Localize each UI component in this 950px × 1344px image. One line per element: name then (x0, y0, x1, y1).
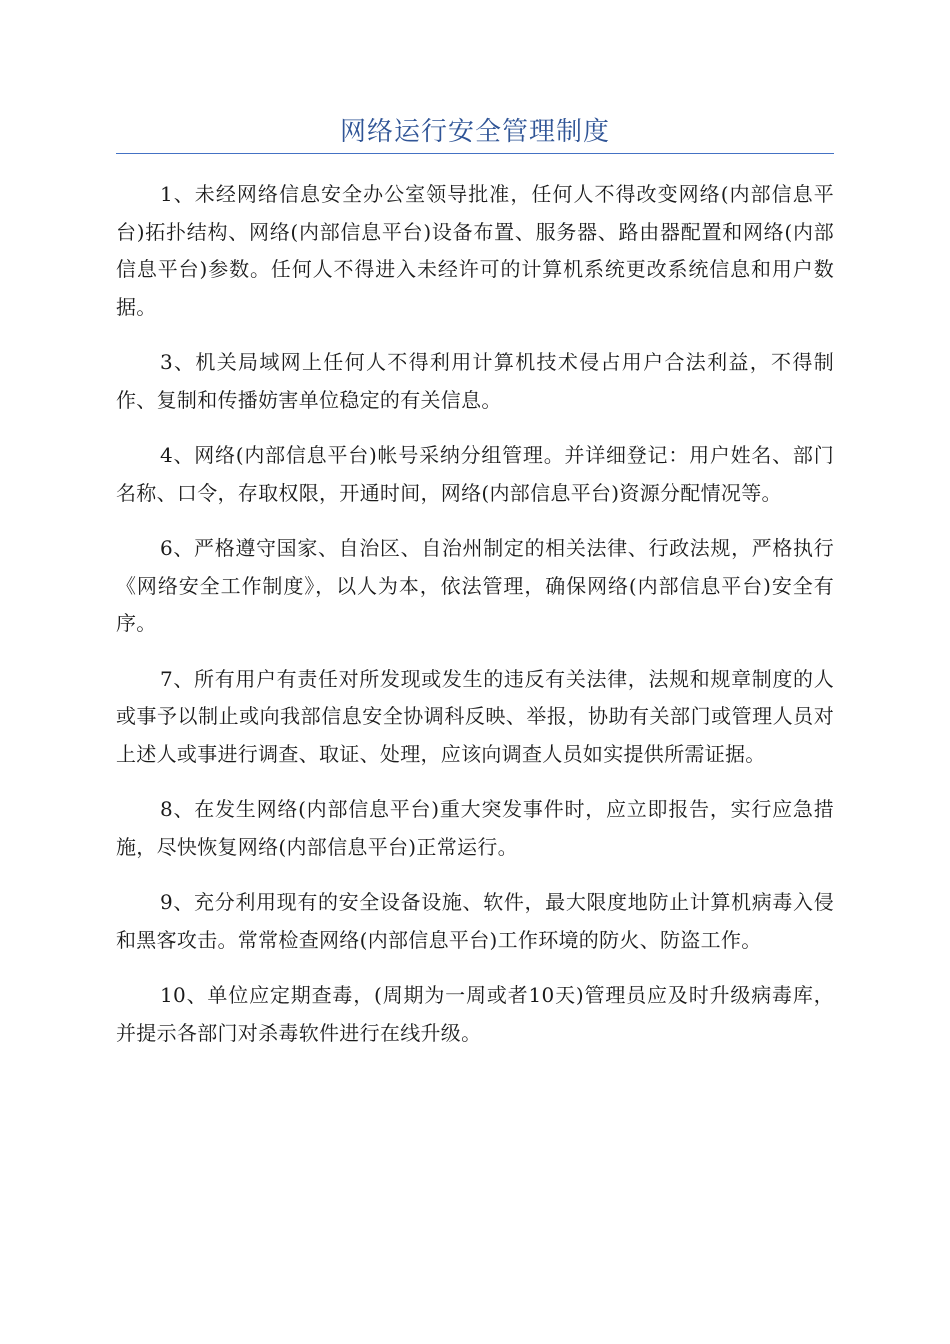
paragraph-4: 4、网络(内部信息平台)帐号采纳分组管理。并详细登记：用户姓名、部门名称、口令，存取权限，开通时间，网络(内部信息平台)资源分配情况等。 (116, 443, 834, 505)
paragraph-10: 10、单位应定期查毒，(周期为一周或者10天)管理员应及时升级病毒库，并提示各部门对杀毒软件进行在线升级。 (116, 983, 834, 1045)
document-title: 网络运行安全管理制度 (339, 117, 610, 147)
paragraph-3: 3、机关局域网上任何人不得利用计算机技术侵占用户合法利益，不得制作、复制和传播妨害单位稳定的有关信息。 (116, 350, 834, 412)
title-underline-divider (116, 153, 834, 154)
paragraph-9: 9、充分利用现有的安全设备设施、软件，最大限度地防止计算机病毒入侵和黑客攻击。常常检查网络(内部信息平台)工作环境的防火、防盗工作。 (116, 890, 834, 952)
document-body (116, 176, 834, 1070)
paragraph-6: 6、严格遵守国家、自治区、自治州制定的相关法律、行政法规，严格执行《网络安全工作制度》，以人为本，依法管理，确保网络(内部信息平台)安全有序。 (116, 536, 834, 635)
paragraph-1: 1、未经网络信息安全办公室领导批准，任何人不得改变网络(内部信息平台)拓扑结构、网络(内部信息平台)设备布置、服务器、路由器配置和网络(内部信息平台)参数。任何人不得进入未经许可的计算机系统更改系统信息和用户数据。 (116, 182, 834, 319)
paragraph-7: 7、所有用户有责任对所发现或发生的违反有关法律，法规和规章制度的人或事予以制止或向我部信息安全协调科反映、举报，协助有关部门或管理人员对上述人或事进行调查、取证、处理，应该向调查人员如实提供所需证据。 (116, 666, 834, 766)
paragraph-8: 8、在发生网络(内部信息平台)重大突发事件时，应立即报告，实行应急措施，尽快恢复网络(内部信息平台)正常运行。 (116, 797, 834, 859)
